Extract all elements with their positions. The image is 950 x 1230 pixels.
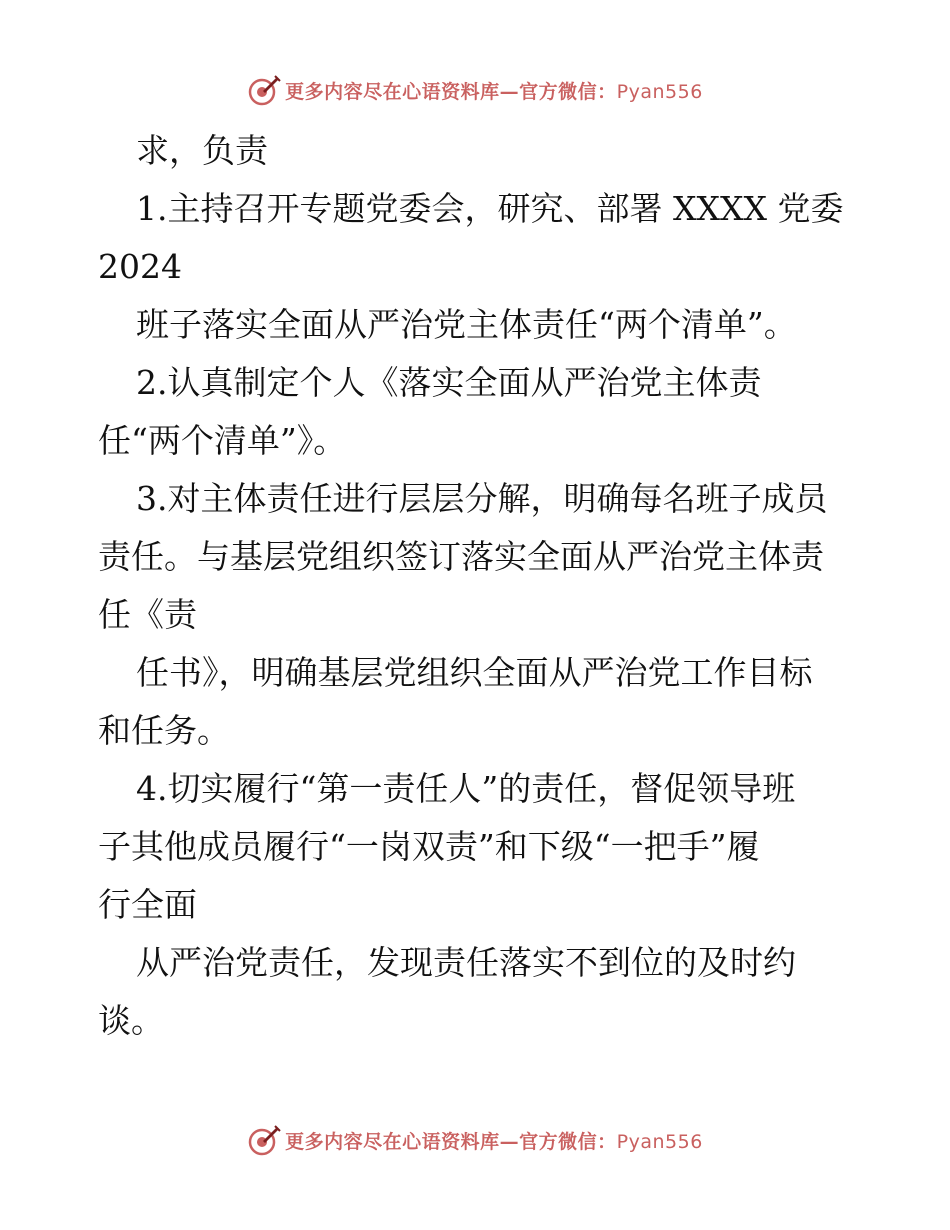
text-line: 子其他成员履行“一岗双责”和下级“一把手”履 <box>98 827 760 866</box>
text-line: 任《责 <box>98 595 197 634</box>
text-line: 1.主持召开专题党委会，研究、部署 XXXX 党委 <box>136 189 844 228</box>
text-line: 和任务。 <box>98 711 230 750</box>
text-line: 谈。 <box>98 1001 164 1040</box>
text-line: 任书》，明确基层党组织全面从严治党工作目标 <box>136 653 813 692</box>
text-line: 求，负责 <box>136 131 268 170</box>
watermark-text: 更多内容尽在心语资料库—官方微信：Pyan556 <box>285 80 703 103</box>
text-line: 行全面 <box>98 885 197 924</box>
document-body <box>98 122 850 1050</box>
header-watermark <box>0 70 950 110</box>
text-line: 3.对主体责任进行层层分解，明确每名班子成员 <box>136 479 828 518</box>
text-line: 从严治党责任，发现责任落实不到位的及时约 <box>136 943 796 982</box>
text-line: 2.认真制定个人《落实全面从严治党主体责 <box>136 363 762 402</box>
pen-nib-icon <box>247 73 281 107</box>
text-line: 责任。与基层党组织签订落实全面从严治党主体责 <box>98 537 824 576</box>
text-line: 班子落实全面从严治党主体责任“两个清单”。 <box>136 305 797 344</box>
footer-watermark <box>0 1120 950 1160</box>
text-line: 任“两个清单”》。 <box>98 421 347 460</box>
pen-nib-icon <box>247 1123 281 1157</box>
text-line: 2024 <box>98 247 182 286</box>
watermark-text: 更多内容尽在心语资料库—官方微信：Pyan556 <box>285 1130 703 1153</box>
text-line: 4.切实履行“第一责任人”的责任，督促领导班 <box>136 769 796 808</box>
